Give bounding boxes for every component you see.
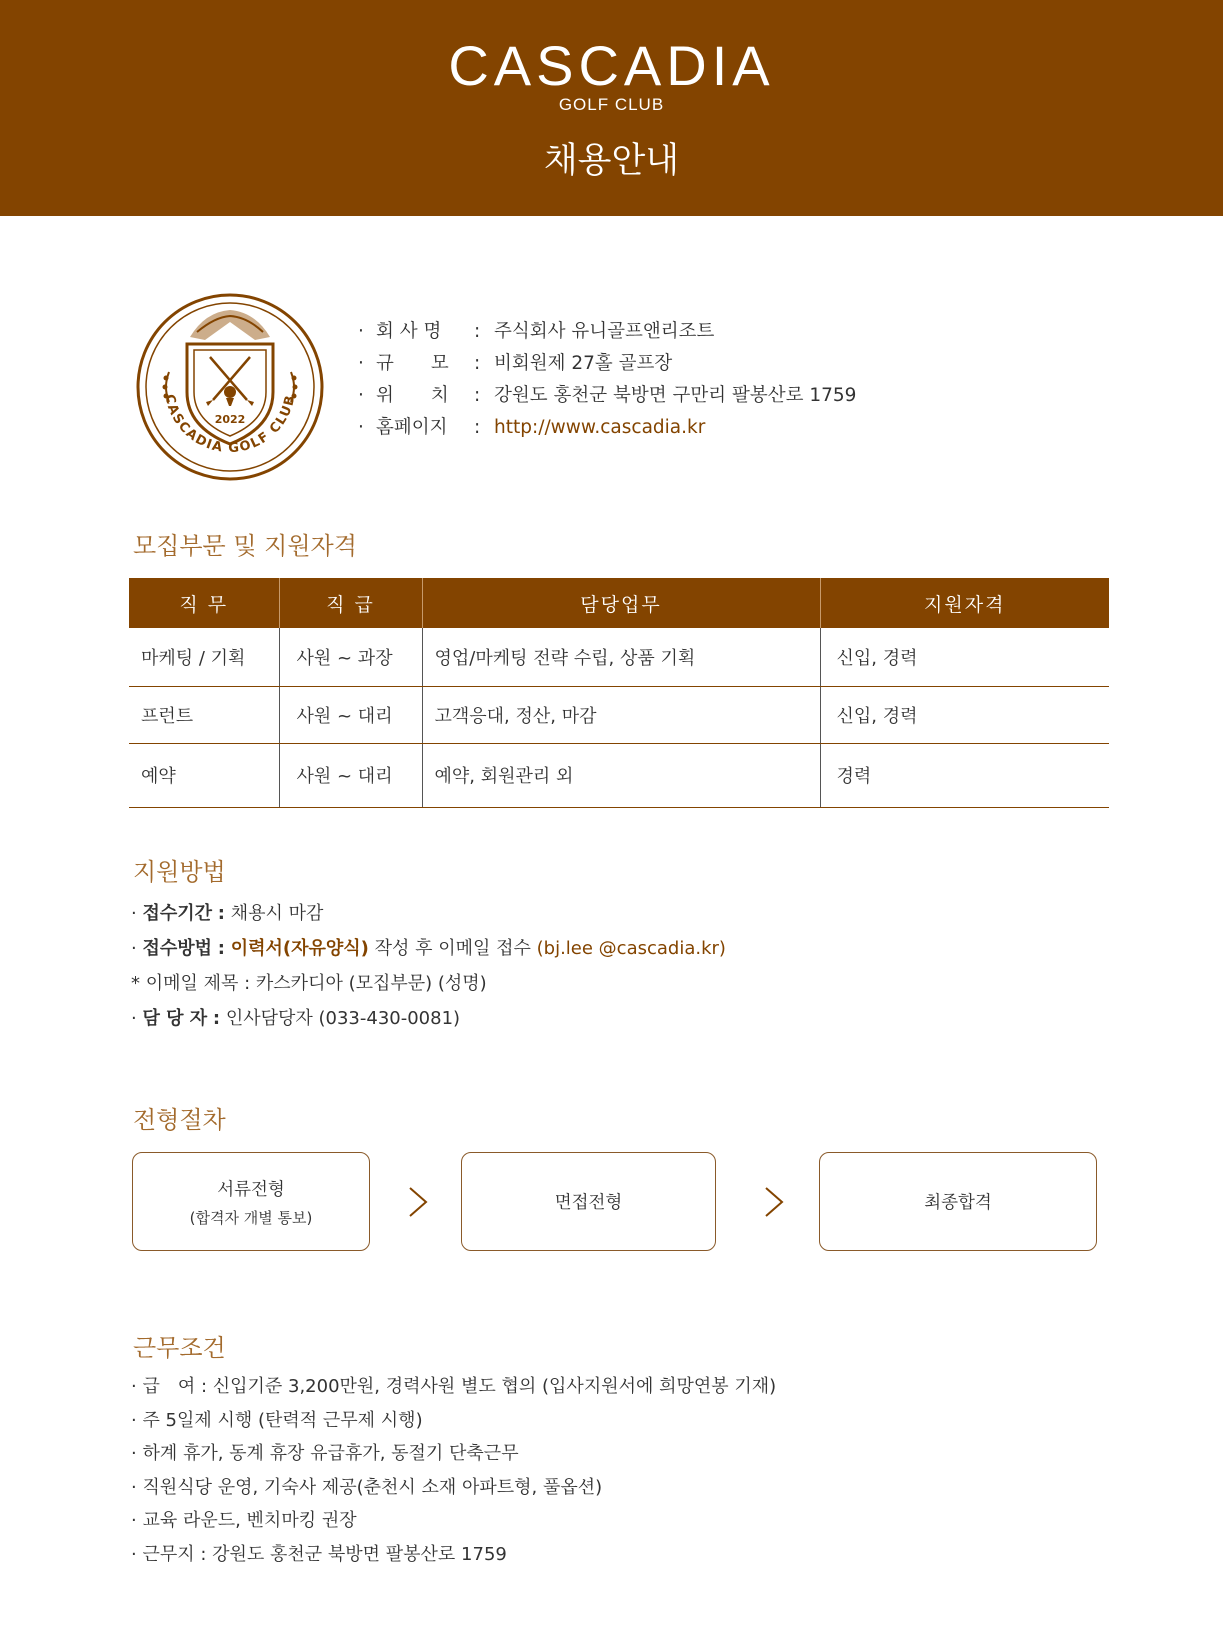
cell-duty: 예약 — [129, 743, 279, 807]
page-title: 채용안내 — [543, 141, 680, 181]
list-item: · 직원식당 운영, 기숙사 제공(춘천시 소재 아파트형, 풀옵션) — [131, 1476, 603, 1498]
col-header-rank: 직 급 — [279, 578, 422, 628]
process-step-interview — [461, 1152, 716, 1251]
bullet: · — [358, 321, 364, 342]
cell-qualification: 신입, 경력 — [820, 628, 1109, 686]
bullet: · — [131, 938, 137, 959]
table-row — [129, 628, 1109, 686]
col-header-duty: 직 무 — [129, 578, 279, 628]
recruit-table — [129, 578, 1109, 808]
cell-duty: 프런트 — [129, 686, 279, 743]
cell-tasks: 예약, 회원관리 외 — [422, 743, 820, 807]
cell-rank: 사원 ~ 과장 — [279, 628, 422, 686]
method-label: 접수방법 — [142, 938, 213, 959]
table-row — [129, 743, 1109, 807]
info-value: 강원도 홍천군 북방면 구만리 팔봉산로 1759 — [494, 385, 857, 406]
step-label: 서류전형 — [217, 1179, 285, 1200]
method-text: 작성 후 이메일 접수 — [374, 938, 531, 959]
header-banner — [0, 0, 1223, 216]
brand-subtitle: GOLF CLUB — [558, 95, 665, 114]
apply-period-row — [131, 896, 726, 931]
list-item: · 급 여 : 신입기준 3,200만원, 경력사원 별도 협의 (입사지원서에 희망연봉 기재) — [131, 1376, 777, 1397]
colon: : — [217, 938, 225, 959]
list-item: · 교육 라운드, 벤치마킹 권장 — [131, 1510, 357, 1531]
cell-tasks: 고객응대, 정산, 마감 — [422, 686, 820, 743]
info-label: 위 치 — [376, 385, 449, 406]
chevron-right-icon — [407, 1186, 429, 1218]
info-label: 회 사 명 — [376, 321, 442, 342]
list-item: · 하계 휴가, 동계 휴장 유급휴가, 동절기 단축근무 — [131, 1443, 519, 1464]
bullet: * — [131, 973, 140, 994]
col-header-qualification: 지원자격 — [820, 578, 1109, 628]
cell-rank: 사원 ~ 대리 — [279, 686, 422, 743]
cell-tasks: 영업/마케팅 전략 수립, 상품 기획 — [422, 628, 820, 686]
info-label: 규 모 — [376, 353, 449, 374]
colon: : — [217, 903, 225, 924]
colon: : — [474, 321, 481, 342]
process-section-title: 전형절차 — [133, 1106, 226, 1134]
period-value: 채용시 마감 — [230, 903, 324, 924]
email-subject-note: 이메일 제목 : 카스카디아 (모집부문) (성명) — [145, 973, 487, 994]
table-row — [129, 686, 1109, 743]
cascadia-emblem-logo — [135, 292, 325, 482]
resume-format: 이력서(자유양식) — [230, 938, 369, 959]
colon: : — [474, 417, 481, 438]
cell-rank: 사원 ~ 대리 — [279, 743, 422, 807]
bullet: · — [358, 417, 364, 438]
apply-method-row — [131, 931, 726, 966]
contact-value: 인사담당자 (033-430-0081) — [225, 1008, 461, 1029]
contact-email[interactable]: (bj.lee @cascadia.kr) — [536, 938, 726, 959]
info-row — [358, 348, 856, 380]
step-sub-label: (합격자 개별 통보) — [189, 1208, 313, 1227]
svg-text:CASCADIA GOLF CLUB: CASCADIA GOLF CLUB — [161, 393, 299, 457]
apply-section-title: 지원방법 — [133, 858, 226, 886]
info-label: 홈페이지 — [376, 417, 448, 438]
conditions-section-title: 근무조건 — [133, 1334, 226, 1362]
info-row — [358, 412, 856, 444]
process-step-final — [819, 1152, 1097, 1251]
bullet: · — [131, 903, 137, 924]
period-label: 접수기간 — [142, 903, 213, 924]
cell-duty: 마케팅 / 기획 — [129, 628, 279, 686]
step-label: 면접전형 — [554, 1193, 623, 1213]
conditions-list — [131, 1370, 776, 1571]
list-item: · 주 5일제 시행 (탄력적 근무제 시행) — [131, 1409, 423, 1431]
col-header-tasks: 담당업무 — [422, 578, 820, 628]
bullet: · — [358, 353, 364, 374]
cell-qualification: 경력 — [820, 743, 1109, 807]
info-row — [358, 316, 856, 348]
contact-row — [131, 1001, 726, 1036]
company-info — [358, 316, 856, 444]
bullet: · — [131, 1008, 137, 1029]
info-value: 주식회사 유니골프앤리조트 — [494, 321, 715, 342]
homepage-link[interactable]: http://www.cascadia.kr — [494, 417, 706, 438]
colon: : — [474, 353, 481, 374]
list-item: · 근무지 : 강원도 홍천군 북방면 팔봉산로 1759 — [131, 1543, 507, 1565]
brand-name: CASCADIA — [448, 34, 775, 97]
info-row — [358, 380, 856, 412]
chevron-right-icon — [763, 1186, 785, 1218]
colon: : — [474, 385, 481, 406]
bullet: · — [358, 385, 364, 406]
contact-label: 담 당 자 — [142, 1008, 208, 1029]
colon: : — [212, 1008, 221, 1029]
info-value: 비회원제 27홀 골프장 — [494, 353, 673, 374]
email-subject-row — [131, 966, 726, 1001]
cell-qualification: 신입, 경력 — [820, 686, 1109, 743]
apply-method — [131, 896, 726, 1036]
step-label: 최종합격 — [924, 1193, 992, 1213]
process-step-document — [132, 1152, 370, 1251]
recruit-section-title: 모집부문 및 지원자격 — [133, 532, 357, 560]
svg-text:2022: 2022 — [214, 413, 246, 426]
